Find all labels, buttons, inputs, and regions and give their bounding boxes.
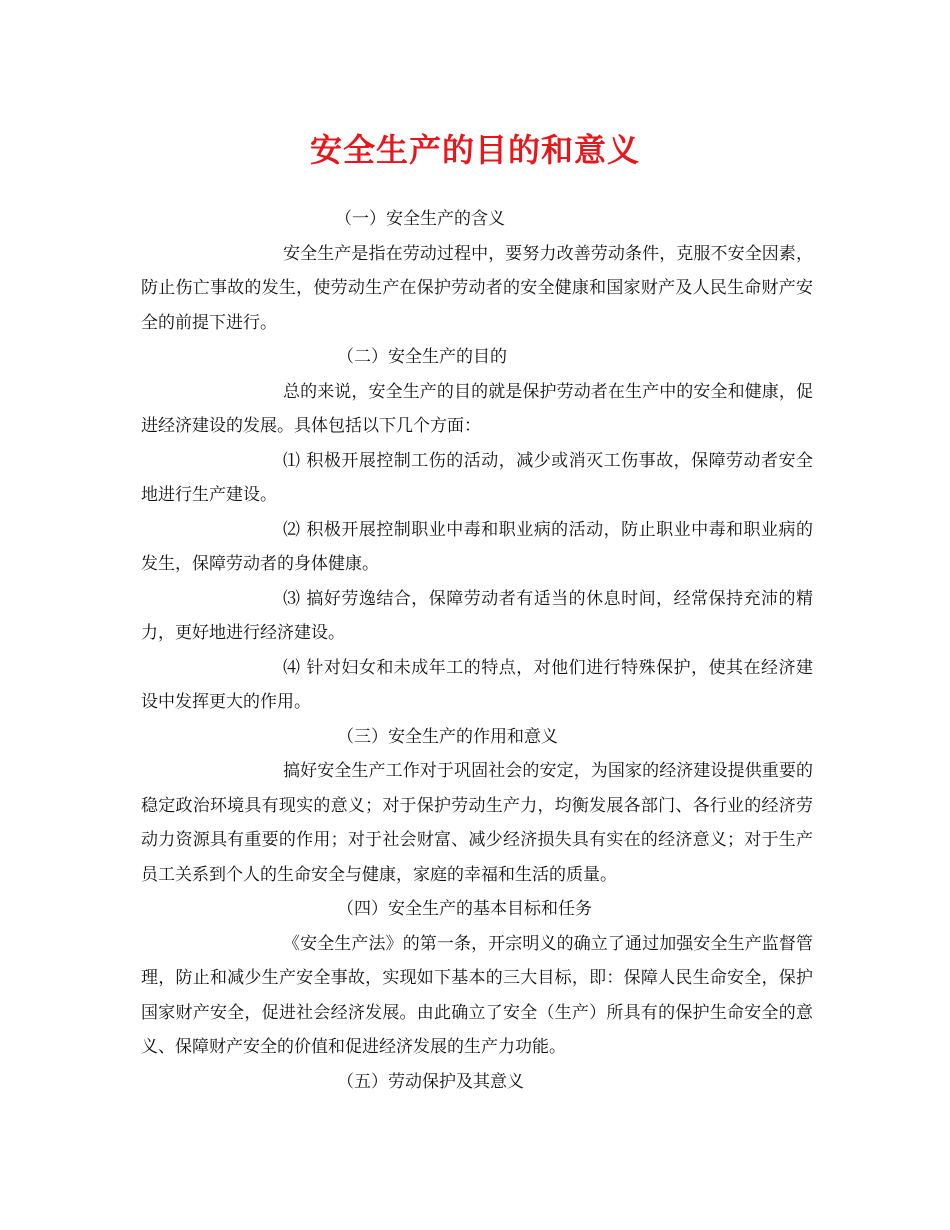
- list-item-2-1: ⑴ 积极开展控制工伤的活动，减少或消灭工伤事故，保障劳动者安全地进行生产建设。: [141, 450, 813, 505]
- paragraph-2-1: 总的来说，安全生产的目的就是保护劳动者在生产中的安全和健康，促进经济建设的发展。具体包括以下几个方面：: [141, 381, 813, 436]
- section-heading-3: （三）安全生产的作用和意义: [337, 726, 558, 747]
- section-heading-2: （二）安全生产的目的: [337, 347, 507, 367]
- paragraph-1-1: 安全生产是指在劳动过程中，要努力改善劳动条件，克服不安全因素，防止伤亡事故的发生，使劳动生产在保护劳动者的安全健康和国家财产及人民生命财产安全的前提下进行。: [141, 243, 813, 333]
- paragraph-4-1: 《安全生产法》的第一条，开宗明义的确立了通过加强安全生产监督管理，防止和减少生产安全事故，实现如下基本的三大目标，即：保障人民生命安全，保护国家财产安全，促进社会经济发展。由此确立了安全（生产）所具有的保护生命安全的意义、保障财产安全的价值和促进经济发展的生产力功能。: [141, 933, 813, 1057]
- paragraph-3-1: 搞好安全生产工作对于巩固社会的安定，为国家的经济建设提供重要的稳定政治环境具有现实的意义；对于保护劳动生产力，均衡发展各部门、各行业的经济劳动力资源具有重要的作用；对于社会财富、减少经济损失具有实在的经济意义；对于生产员工关系到个人的生命安全与健康，家庭的幸福和生活的质量。: [141, 761, 813, 885]
- list-item-2-3: ⑶ 搞好劳逸结合，保障劳动者有适当的休息时间，经常保持充沛的精力，更好地进行经济建设。: [141, 588, 813, 643]
- document-title: 安全生产的目的和意义: [309, 131, 640, 169]
- section-heading-4: （四）安全生产的基本目标和任务: [337, 899, 592, 919]
- list-item-2-4: ⑷ 针对妇女和未成年工的特点，对他们进行特殊保护，使其在经济建设中发挥更大的作用。: [141, 657, 813, 712]
- section-heading-1: （一）安全生产的含义: [335, 209, 505, 229]
- list-item-2-2: ⑵ 积极开展控制职业中毒和职业病的活动，防止职业中毒和职业病的发生，保障劳动者的身体健康。: [141, 519, 813, 574]
- document-body: [141, 202, 813, 1099]
- section-heading-5: （五）劳动保护及其意义: [337, 1071, 524, 1092]
